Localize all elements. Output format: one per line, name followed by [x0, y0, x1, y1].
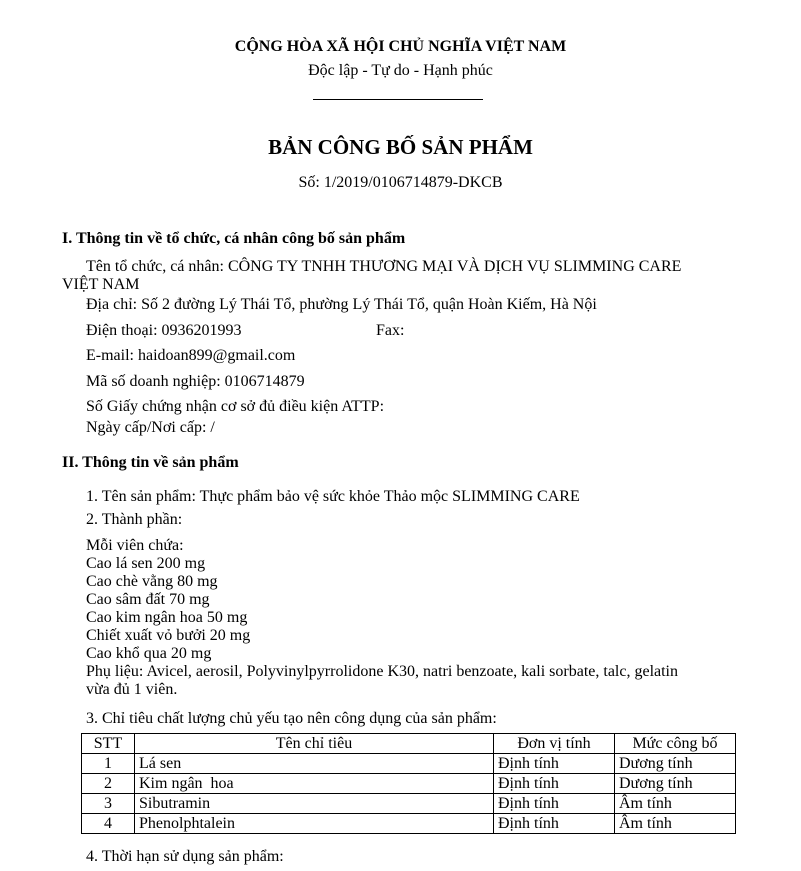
quality-criteria-label: 3. Chỉ tiêu chất lượng chủ yếu tạo nên công dụng của sản phẩm: — [86, 710, 497, 727]
ingredient-item: Cao khổ qua 20 mg — [86, 645, 212, 662]
table-cell: 1 — [82, 754, 135, 774]
table-cell: 2 — [82, 774, 135, 794]
product-name: 1. Tên sản phẩm: Thực phẩm bảo vệ sức khỏe Thảo mộc SLIMMING CARE — [86, 488, 580, 505]
ingredients-label: 2. Thành phần: — [86, 511, 183, 528]
org-fax: Fax: — [376, 322, 405, 339]
ingredient-item: Cao sâm đất 70 mg — [86, 591, 210, 608]
ingredient-item: Cao lá sen 200 mg — [86, 555, 206, 572]
table-cell: Sibutramin — [135, 794, 494, 814]
table-header-row — [82, 734, 736, 754]
excipients: Phụ liệu: Avicel, aerosil, Polyvinylpyrrolidone K30, natri benzoate, kali sorbate, talc, gelatin — [86, 663, 678, 680]
shelf-life-label: 4. Thời hạn sử dụng sản phẩm: — [86, 848, 284, 865]
table-cell: Định tính — [494, 774, 615, 794]
table-row — [82, 794, 736, 814]
table-cell: Kim ngân hoa — [135, 774, 494, 794]
cert-issue-info: Ngày cấp/Nơi cấp: / — [86, 419, 215, 436]
table-cell: Dương tính — [615, 754, 736, 774]
org-phone: Điện thoại: 0936201993 — [86, 322, 242, 339]
table-cell: Lá sen — [135, 754, 494, 774]
table-cell: Phenolphtalein — [135, 814, 494, 834]
table-cell: Dương tính — [615, 774, 736, 794]
per-tablet-label: Mỗi viên chứa: — [86, 537, 184, 554]
table-row — [82, 754, 736, 774]
ingredient-item: Cao chè vằng 80 mg — [86, 573, 218, 590]
table-header-cell: STT — [82, 734, 135, 754]
document-title: BẢN CÔNG BỐ SẢN PHẨM — [268, 135, 533, 159]
table-cell: Định tính — [494, 754, 615, 774]
table-header-cell: Đơn vị tính — [494, 734, 615, 754]
table-cell: 3 — [82, 794, 135, 814]
ingredient-item: Cao kim ngân hoa 50 mg — [86, 609, 248, 626]
table-cell: 4 — [82, 814, 135, 834]
table-row — [82, 774, 736, 794]
quality-criteria-table — [81, 733, 736, 834]
country-name: CỘNG HÒA XÃ HỘI CHỦ NGHĨA VIỆT NAM — [234, 38, 567, 55]
org-address: Địa chỉ: Số 2 đường Lý Thái Tổ, phường Lý Thái Tổ, quận Hoàn Kiếm, Hà Nội — [86, 296, 597, 313]
table-cell: Âm tính — [615, 814, 736, 834]
org-name: Tên tổ chức, cá nhân: CÔNG TY TNHH THƯƠNG MẠI VÀ DỊCH VỤ SLIMMING CARE — [86, 258, 682, 275]
table-cell: Âm tính — [615, 794, 736, 814]
ingredient-item: Chiết xuất vỏ bưởi 20 mg — [86, 627, 251, 644]
header-divider — [313, 99, 483, 100]
table-row — [82, 814, 736, 834]
section-2-heading: II. Thông tin về sản phẩm — [62, 454, 239, 471]
table-header-cell: Mức công bố — [615, 734, 736, 754]
table-cell: Định tính — [494, 814, 615, 834]
food-safety-cert: Số Giấy chứng nhận cơ sở đủ điều kiện ATTP: — [86, 398, 385, 415]
excipients-continued: vừa đủ 1 viên. — [86, 681, 178, 698]
national-motto: Độc lập - Tự do - Hạnh phúc — [308, 62, 493, 79]
table-cell: Định tính — [494, 794, 615, 814]
org-tax-code: Mã số doanh nghiệp: 0106714879 — [86, 373, 305, 390]
document-number: Số: 1/2019/0106714879-DKCB — [298, 174, 503, 191]
org-email: E-mail: haidoan899@gmail.com — [86, 347, 296, 364]
section-1-heading: I. Thông tin về tổ chức, cá nhân công bố sản phẩm — [62, 230, 406, 247]
table-header-cell: Tên chỉ tiêu — [135, 734, 494, 754]
org-name-continued: VIỆT NAM — [62, 276, 140, 293]
